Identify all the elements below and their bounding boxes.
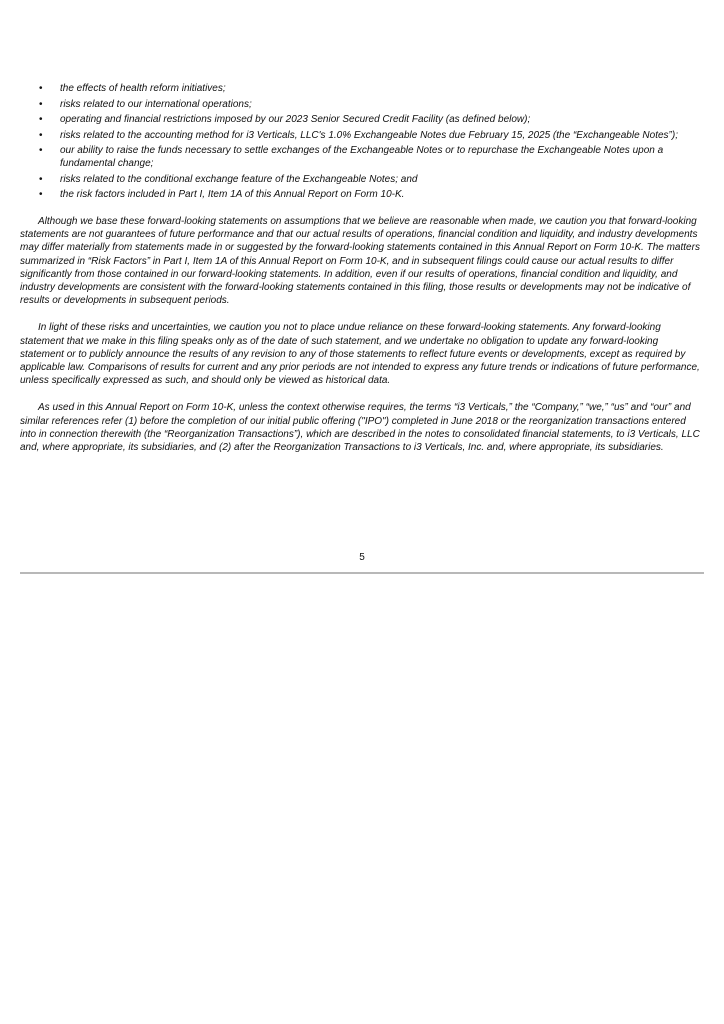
paragraph-forward-looking-caution: Although we base these forward-looking statements on assumptions that we believe are reasonable when made, we caution you that forward-looking statements are not guarantees of future performance and that our actual results of operations, financial condition and liquidity, and industry developments may differ materially from statements made in or suggested by the forward-looking statements contained in this Annual Report on Form 10-K. The matters summarized in “Risk Factors” in Part I, Item 1A of this Annual Report on Form 10-K, and in subsequent filings could cause our actual results to differ significantly from those contained in our forward-looking statements. In addition, even if our results of operations, financial condition and liquidity, and industry developments are consistent with the forward-looking statements contained in this filing, those results or developments may not be indicative of results or developments in subsequent periods. — [20, 216, 700, 307]
bullet-text: our ability to raise the funds necessary to settle exchanges of the Exchangeable Notes or to repurchase the Exchangeable Notes upon a fundamental change; — [60, 145, 664, 169]
paragraph-undue-reliance: In light of these risks and uncertainties, we caution you not to place undue reliance on these forward-looking statements. Any forward-looking statement that we make in this filing speaks only as of the date of such statement, and we undertake no obligation to update any forward-looking statement or to publicly announce the results of any revision to any of those statements to reflect future events or developments, except as required by applicable law. Comparisons of results for current and any prior periods are not intended to express any future trends or indications of future performance, unless specifically expressed as such, and should only be viewed as historical data. — [20, 322, 700, 387]
bullet-text: risks related to our international operations; — [60, 98, 252, 110]
bullet-icon: • — [39, 114, 43, 125]
list-item — [20, 113, 704, 126]
bullet-icon: • — [39, 173, 43, 185]
bullet-icon: • — [39, 129, 43, 141]
page-number: 5 — [359, 552, 365, 563]
risk-bullet-list — [20, 82, 704, 201]
paragraph-defined-terms: As used in this Annual Report on Form 10-K, unless the context otherwise requires, the terms “i3 Verticals,” the “Company,” “we,” “us” and “our” and similar references refer (1) before the completion of our initial public offering ("IPO") completed in June 2018 or the reorganization transactions entered into in connection therewith (the “Reorganization Transactions”), which are described in the notes to consolidated financial statements, to i3 Verticals, LLC and, where appropriate, its subsidiaries, and (2) after the Reorganization Transactions to i3 Verticals, Inc. and, where appropriate, its subsidiaries. — [20, 402, 700, 454]
list-item — [20, 188, 704, 201]
list-item — [20, 173, 704, 186]
document-body — [20, 82, 704, 454]
bullet-text: risks related to the accounting method for i3 Verticals, LLC's 1.0% Exchangeable Notes due February 15, 2025 (the “Exchangeable Notes”); — [60, 129, 678, 141]
bullet-text: risks related to the conditional exchange feature of the Exchangeable Notes; and — [60, 173, 418, 185]
list-item — [20, 82, 704, 95]
bullet-icon: • — [39, 98, 43, 110]
bullet-text: operating and financial restrictions imposed by our 2023 Senior Secured Credit Facility (as defined below); — [60, 114, 531, 125]
list-item — [20, 144, 704, 170]
page-divider — [20, 572, 704, 574]
list-item — [20, 98, 704, 111]
bullet-icon: • — [39, 145, 43, 156]
bullet-text: the risk factors included in Part I, Item 1A of this Annual Report on Form 10-K. — [60, 189, 405, 200]
bullet-icon: • — [39, 83, 43, 94]
list-item — [20, 129, 704, 142]
bullet-text: the effects of health reform initiatives; — [60, 83, 226, 94]
bullet-icon: • — [39, 189, 43, 200]
